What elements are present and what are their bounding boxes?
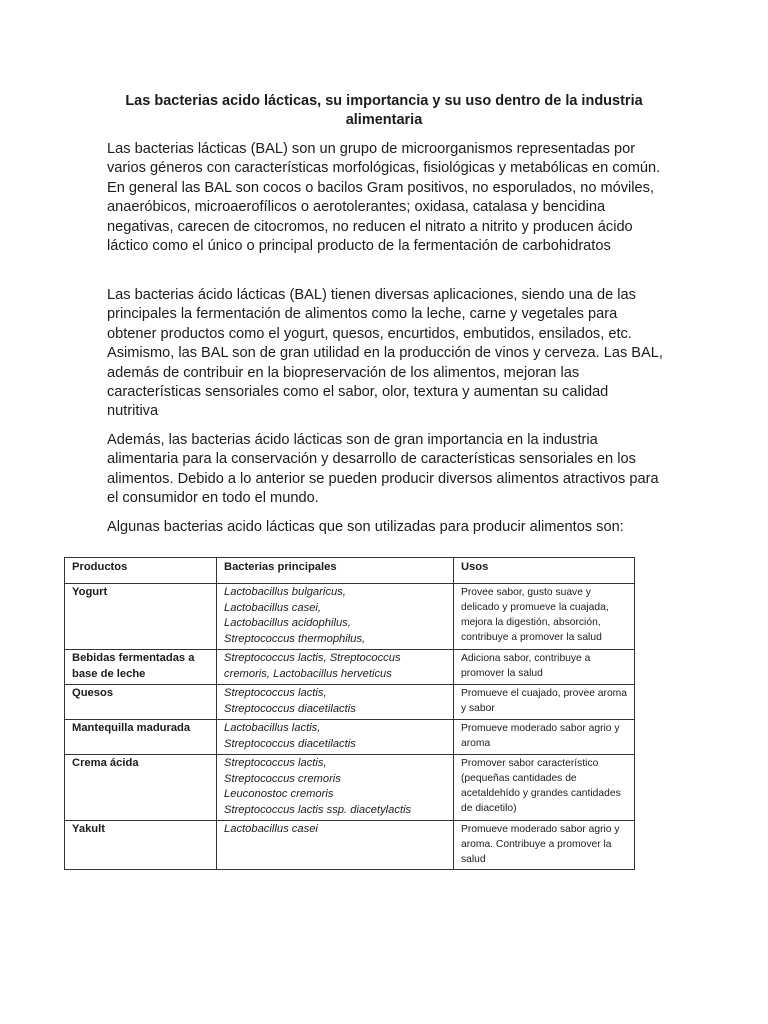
bacteria-cell (217, 584, 454, 650)
table-header-row (65, 558, 635, 584)
table-row (65, 755, 635, 821)
bacteria-name: Lactobacillus lactis, (224, 722, 321, 734)
bacteria-name: Streptococcus lactis ssp. diacetylactis (224, 803, 412, 816)
header-uses: Usos (454, 558, 635, 584)
product-cell: Yakult (65, 821, 217, 870)
bacteria-name: Lactobacillus acidophilus, (224, 617, 351, 629)
bacteria-name: Lactobacillus casei, (224, 601, 322, 614)
table-row (65, 584, 635, 650)
product-cell: Yogurt (65, 584, 217, 650)
bacteria-cell (217, 685, 454, 720)
paragraph-definition: Las bacterias lácticas (BAL) son un grupo de microorganismos representadas por varios géneros con características morfológicas, fisiológicas y metabólicas en común. En general las BAL son cocos o bacilos Gram positivos, no esporulados, no móviles, anaeróbicos, microaerofílicos o aerotolerantes; oxidasa, catalasa y bencidina negativas, carecen de citocromos, no reducen el nitrato a nitrito y producen ácido láctico como el único o principal producto de la fermentación de carbohidratos (107, 141, 661, 255)
header-bacteria: Bacterias principales (217, 558, 454, 584)
paragraph-applications: Las bacterias ácido lácticas (BAL) tienen diversas aplicaciones, siendo una de las principales la fermentación de alimentos como la leche, carne y vegetales para obtener productos como el yogurt, quesos, encurtidos, embutidos, ensilados, etc. Asimismo, las BAL son de gran utilidad en la producción de vinos y cerveza. Las BAL, además de contribuir en la biopreservación de los alimentos, mejoran las características sensoriales como el sabor, olor, textura y aumentan su calidad nutritiva (107, 287, 663, 420)
table-row (65, 685, 635, 720)
bacteria-name: Streptococcus diacetilactis (224, 702, 356, 715)
product-cell: Crema ácida (65, 755, 217, 821)
bacteria-name: Streptococcus lactis, (224, 757, 327, 769)
table-row (65, 720, 635, 755)
bacteria-name: Streptococcus lactis, Streptococcus cremoris, Lactobacillus herveticus (224, 652, 401, 680)
paragraph-table-intro: Algunas bacterias acido lácticas que son utilizadas para producir alimentos son: (107, 519, 624, 535)
document-title: Las bacterias acido lácticas, su importancia y su uso dentro de la industria alimentaria (125, 93, 643, 128)
table-body (65, 584, 635, 870)
bacteria-name: Streptococcus cremoris (224, 772, 341, 785)
uses-cell: Promueve moderado sabor agrio y aroma (454, 720, 635, 755)
bacteria-cell (217, 650, 454, 685)
uses-cell: Adiciona sabor, contribuye a promover la salud (454, 650, 635, 685)
header-products: Productos (65, 558, 217, 584)
product-cell: Bebidas fermentadas a base de leche (65, 650, 217, 685)
bacteria-name: Streptococcus lactis, (224, 687, 327, 699)
product-cell: Mantequilla madurada (65, 720, 217, 755)
bacteria-name: Lactobacillus bulgaricus, (224, 586, 346, 598)
bacteria-table (64, 557, 635, 870)
bacteria-cell (217, 821, 454, 870)
bacteria-cell (217, 755, 454, 821)
table-row (65, 650, 635, 685)
uses-cell: Promueve moderado sabor agrio y aroma. Contribuye a promover la salud (454, 821, 635, 870)
bacteria-name: Leuconostoc cremoris (224, 788, 334, 800)
table-row (65, 821, 635, 870)
uses-cell: Promover sabor característico (pequeñas cantidades de acetaldehído y grandes cantidades de diacetilo) (454, 755, 635, 821)
uses-cell: Provee sabor, gusto suave y delicado y promueve la cuajada, mejora la digestión, absorción, contribuye a promover la salud (454, 584, 635, 650)
bacteria-name: Streptococcus diacetilactis (224, 737, 356, 750)
paragraph-importance: Además, las bacterias ácido lácticas son de gran importancia en la industria alimentaria para la conservación y desarrollo de características sensoriales en los alimentos. Debido a lo anterior se pueden producir diversos alimentos atractivos para el consumidor en todo el mundo. (107, 432, 659, 507)
bacteria-cell (217, 720, 454, 755)
product-cell: Quesos (65, 685, 217, 720)
bacteria-name: Lactobacillus casei (224, 823, 318, 835)
uses-cell: Promueve el cuajado, provee aroma y sabor (454, 685, 635, 720)
bacteria-name: Streptococcus thermophilus, (224, 632, 366, 645)
